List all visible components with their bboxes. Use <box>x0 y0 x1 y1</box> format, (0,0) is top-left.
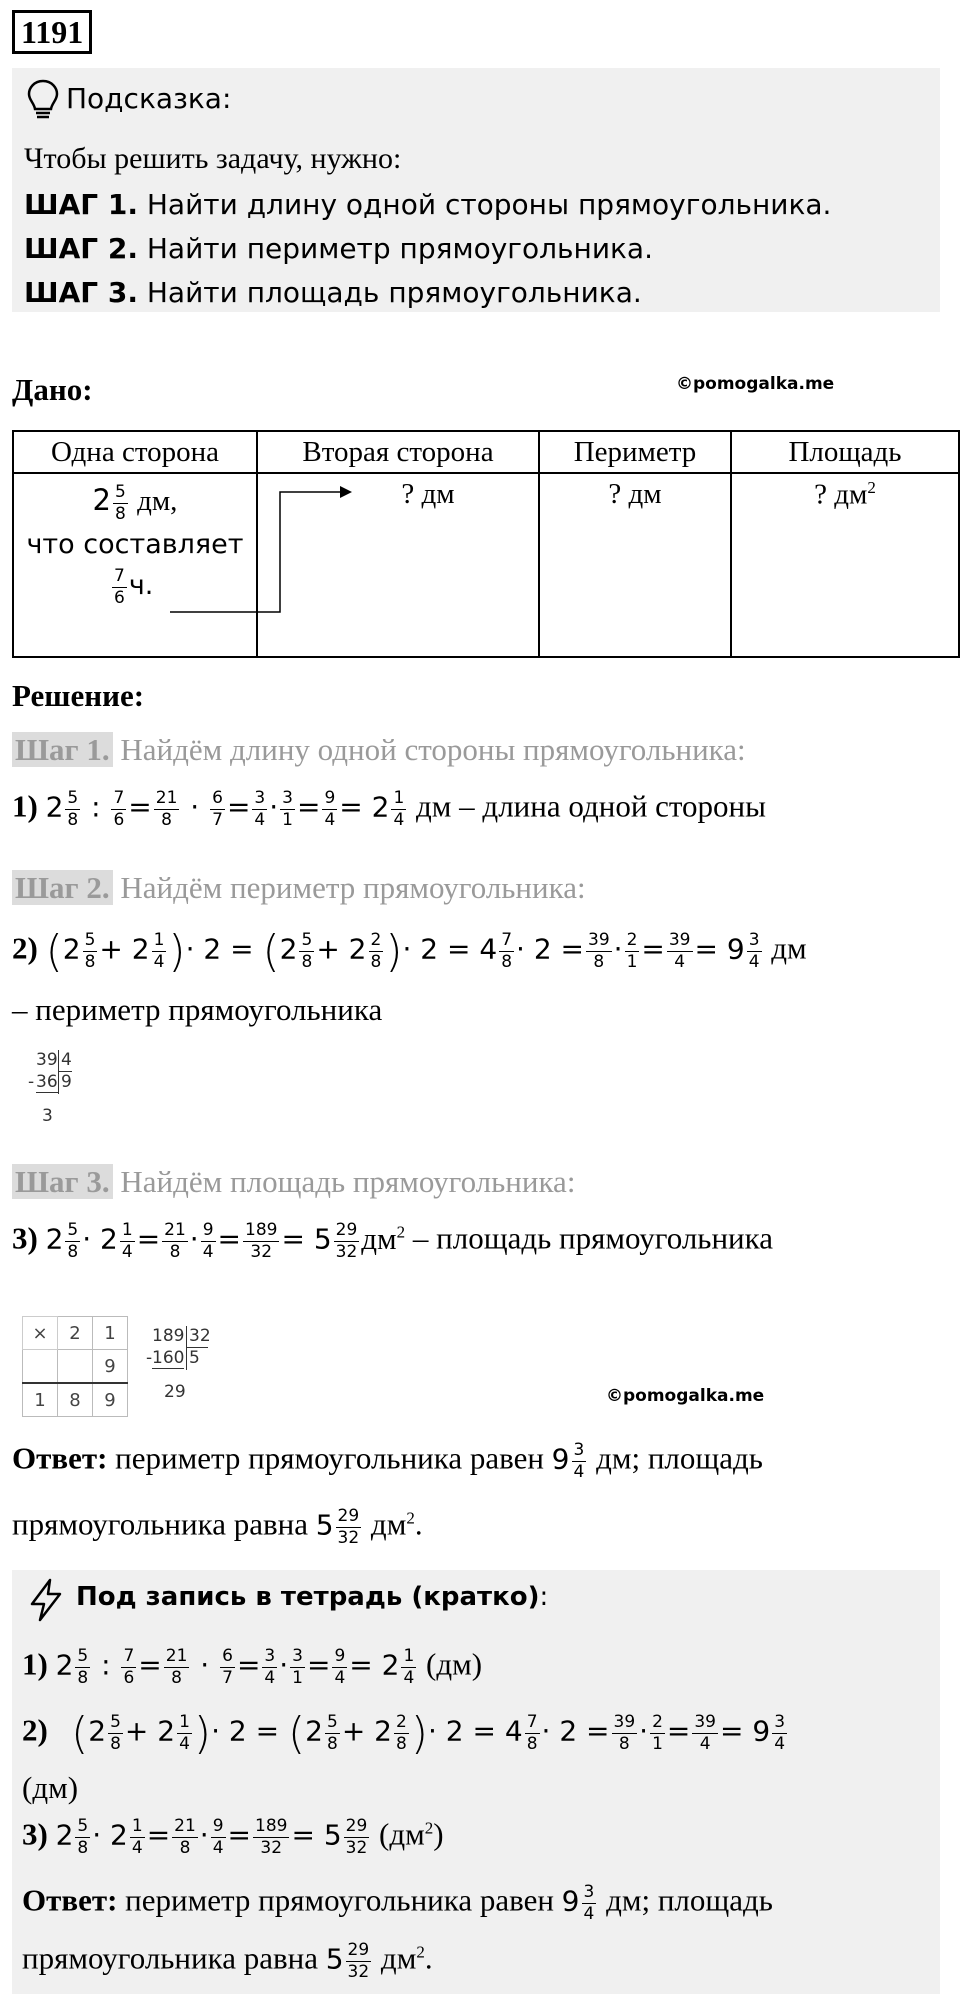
hint-intro: Чтобы решить задачу, нужно: <box>24 142 402 175</box>
notebook-answer-1: Ответ: периметр прямоугольника равен 9 $\frac{3}{4}$ дм; площадь <box>22 1882 773 1924</box>
header-side2: Вторая сторона <box>257 431 539 473</box>
hint-title: Подсказка: <box>66 82 232 115</box>
multiplication-21-9: × 2 1 9 1 8 9 <box>22 1316 128 1417</box>
watermark-2: ©pomogalka.me <box>606 1386 765 1406</box>
task-number: 1191 <box>12 10 92 54</box>
notebook-line-3: 3) 2 $\frac{5}{8}$ · 2 $\frac{1}{4}$ = $\frac{21}{8}$ · $\frac{9}{4}$ = $\frac{189}{32}$ = 5 $\frac{29}{32}$ $(дм^2)$ <box>22 1816 444 1858</box>
notebook-panel <box>12 1570 940 1994</box>
step1-equation: 1) 2 $\frac{5}{8}$ : $\frac{7}{6}$ = $\frac{21}{8}$ · $\frac{6}{7}$ = $\frac{3}{4}$ · $\frac{3}{1}$ = $\frac{9}{4}$ = 2 $\frac{1}{4}$ дм – длина одной стороны <box>12 788 766 830</box>
hint-step-3: ШАГ 3. Найти площадь прямоугольника. <box>24 276 642 309</box>
notebook-line-1: 1) 2 $\frac{5}{8}$ : $\frac{7}{6}$ = $\frac{21}{8}$ · $\frac{6}{7}$ = $\frac{3}{4}$ · $\frac{3}{1}$ = $\frac{9}{4}$ = 2 $\frac{1}{4}$ (дм) <box>22 1646 483 1688</box>
lightning-icon <box>26 1578 66 1622</box>
step2-heading: Шаг 2. Найдём периметр прямоугольника: <box>12 870 586 906</box>
notebook-line-2-unit: (дм) <box>22 1770 79 1805</box>
hint-step-1: ШАГ 1. Найти длину одной стороны прямоугольника. <box>24 188 832 221</box>
step2-tail: – периметр прямоугольника <box>12 992 383 1027</box>
step2-equation: 2) (2 $\frac{5}{8}$ + 2 $\frac{1}{4}$ )· 2 = (2 $\frac{5}{8}$ + 2 $\frac{2}{8}$ )· 2 = 4 $\frac{7}{8}$ · 2 = $\frac{39}{8}$ · $\frac{2}{1}$ = $\frac{39}{4}$ = 9 $\frac{3}{4}$ дм <box>12 926 807 977</box>
solution-label: Решение: <box>12 678 145 713</box>
cell-perimeter: ? дм <box>539 473 731 657</box>
header-side1: Одна сторона <box>13 431 257 473</box>
cell-side1: 2 $\frac{5}{8}$ дм, что составляет $\frac{7}{6}$ ч. <box>13 473 257 657</box>
notebook-answer-2: прямоугольника равна 5 $\frac{29}{32}$ $дм^2$. <box>22 1940 433 1982</box>
watermark: ©pomogalka.me <box>676 374 835 394</box>
cell-area: ? $дм^2$ <box>731 473 959 657</box>
header-area: Площадь <box>731 431 959 473</box>
division-189-32: 189 32 - 160 5 29 <box>146 1326 211 1402</box>
given-label: Дано: <box>12 372 93 407</box>
step1-heading: Шаг 1. Найдём длину одной стороны прямоугольника: <box>12 732 746 768</box>
step3-heading: Шаг 3. Найдём площадь прямоугольника: <box>12 1164 575 1200</box>
arrow-connector <box>0 0 960 700</box>
answer-line-2: прямоугольника равна 5 $\frac{29}{32}$ $дм^2$. <box>12 1506 423 1548</box>
step3-equation: 3) 2 $\frac{5}{8}$ · 2 $\frac{1}{4}$ = $\frac{21}{8}$ · $\frac{9}{4}$ = $\frac{189}{32}$ = 5 $\frac{29}{32}$ $дм^2$ – площадь прямоугольника <box>12 1220 773 1262</box>
notebook-line-2: 2) (2 $\frac{5}{8}$ + 2 $\frac{1}{4}$ )· 2 = (2 $\frac{5}{8}$ + 2 $\frac{2}{8}$ )· 2 = 4 $\frac{7}{8}$ · 2 = $\frac{39}{8}$ · $\frac{2}{1}$ = $\frac{39}{4}$ = 9 $\frac{3}{4}$ <box>22 1708 786 1759</box>
hint-step-2: ШАГ 2. Найти периметр прямоугольника. <box>24 232 653 265</box>
cell-side2: ? дм <box>257 473 539 657</box>
header-perimeter: Периметр <box>539 431 731 473</box>
division-39-4: 39 4 - 36 9 3 <box>28 1050 72 1126</box>
answer-line-1: Ответ: периметр прямоугольника равен 9 $\frac{3}{4}$ дм; площадь <box>12 1440 763 1482</box>
notebook-title: Под запись в тетрадь (кратко): <box>76 1582 549 1612</box>
